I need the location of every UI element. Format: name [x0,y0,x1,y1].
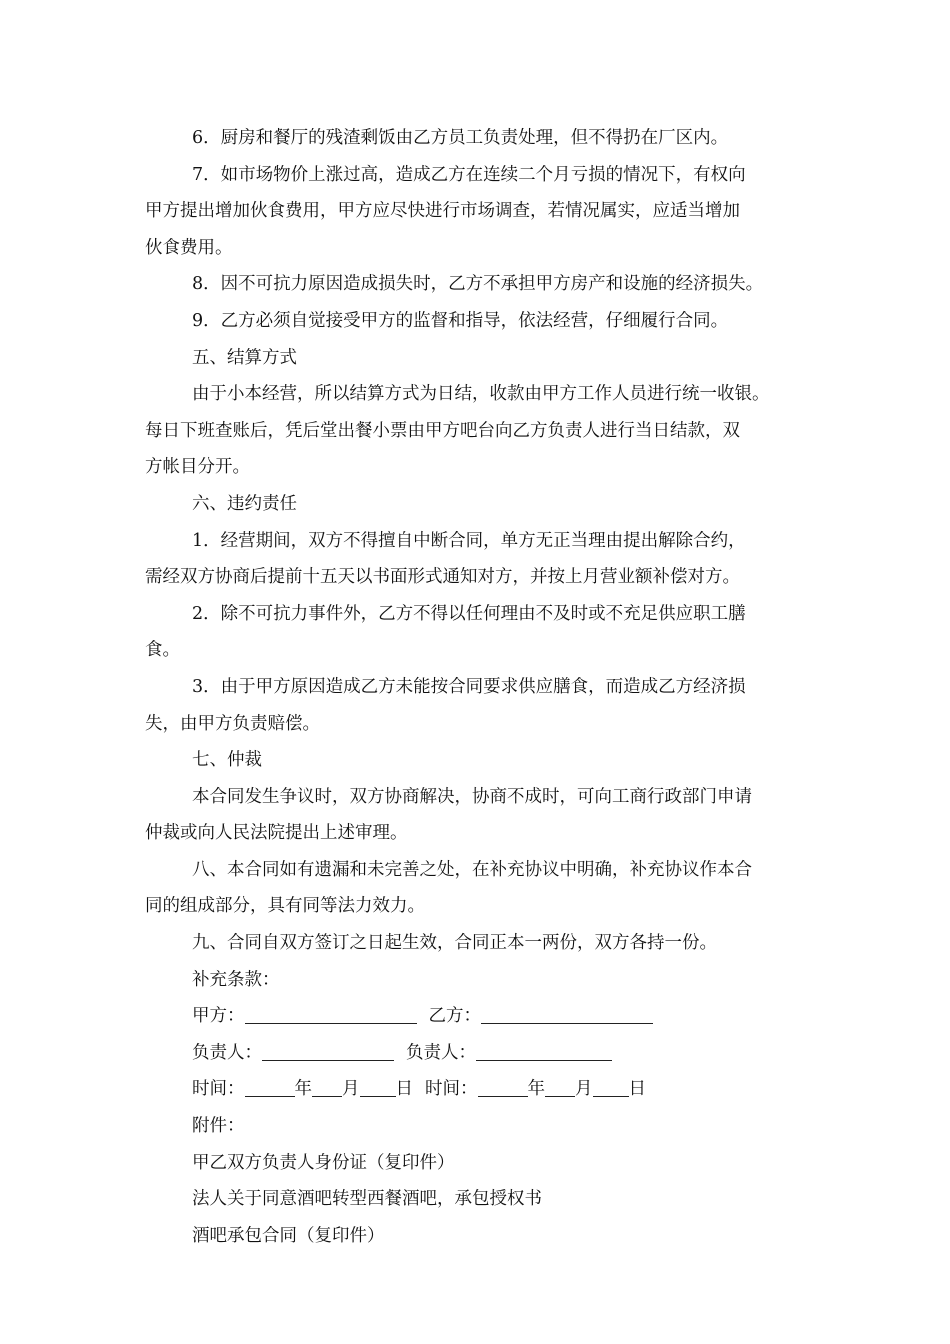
section-heading-liability [145,486,810,523]
party-a-label: 甲方： [192,1006,245,1027]
paragraph-line: 伙食费用。 [145,237,233,258]
day-b-blank [593,1079,629,1098]
paragraph-line: 1．经营期间，双方不得擅自中断合同，单方无正当理由提出解除合约， [192,530,746,551]
paragraph-line: 需经双方协商后提前十五天以书面形式通知对方，并按上月营业额补偿对方。 [145,567,740,588]
paragraph-line: 7．如市场物价上涨过高，造成乙方在连续二个月亏损的情况下，有权向 [192,164,746,185]
paragraph-line: 方帐目分开。 [145,457,250,478]
party-b-blank [481,1006,653,1025]
month-b-blank [545,1079,575,1098]
party-b-label: 乙方： [428,1006,481,1027]
supplementary-terms [145,962,810,999]
clause-6 [145,120,810,157]
paragraph-line: 8．因不可抗力原因造成损失时，乙方不承担甲方房产和设施的经济损失。 [192,274,764,295]
time-a-label: 时间： [192,1079,245,1100]
paragraph-line: 2．除不可抗力事件外，乙方不得以任何理由不及时或不充足供应职工膳 [192,603,746,624]
paragraph-line: 失，由甲方负责赔偿。 [145,713,320,734]
section-heading: 七、仲裁 [192,750,262,771]
section-heading-settlement [145,340,810,377]
paragraph-line: 本合同发生争议时，双方协商解决，协商不成时，可向工商行政部门申请 [192,786,752,807]
paragraph-line: 9．乙方必须自觉接受甲方的监督和指导，依法经营，仔细履行合同。 [192,310,729,331]
paragraph-line: 同的组成部分，具有同等法力效力。 [145,896,425,917]
year-b-unit: 年 [527,1079,545,1100]
paragraph-line: 每日下班查账后，凭后堂出餐小票由甲方吧台向乙方负责人进行当日结款，双 [145,420,740,441]
contract-body [145,120,810,1254]
clause-7 [145,157,810,267]
responsible-b-blank [476,1042,612,1061]
section-nine [145,925,810,962]
responsible-a-label: 负责人： [192,1042,262,1063]
paragraph-line: 6．厨房和餐厅的残渣剩饭由乙方员工负责处理，但不得扔在厂区内。 [192,128,729,148]
attachments [145,1108,810,1254]
day-a-unit: 日 [395,1079,413,1100]
responsible-a-blank [262,1042,394,1061]
section-heading: 五、结算方式 [192,347,297,368]
paragraph-line: 九、合同自双方签订之日起生效，合同正本一两份，双方各持一份。 [192,933,717,954]
signature-responsible-row [145,1035,810,1072]
responsible-b-label: 负责人： [406,1042,476,1063]
section-heading-arbitration [145,742,810,779]
liability-clause-2 [145,596,810,669]
month-b-unit: 月 [575,1079,593,1100]
year-b-blank [478,1079,528,1098]
attachment-item: 法人关于同意酒吧转型西餐酒吧，承包授权书 [192,1189,542,1210]
year-a-blank [245,1079,295,1098]
month-a-blank [312,1079,342,1098]
year-a-unit: 年 [294,1079,312,1100]
paragraph-line: 八、本合同如有遗漏和未完善之处，在补充协议中明确，补充协议作本合 [192,859,752,880]
signature-time-row [145,1071,810,1108]
attachment-item: 酒吧承包合同（复印件） [192,1225,385,1246]
section-heading: 六、违约责任 [192,493,297,514]
settlement-paragraph [145,376,810,486]
party-a-blank [245,1006,417,1025]
paragraph-line: 食。 [145,640,180,661]
attachment-item: 甲乙双方负责人身份证（复印件） [192,1152,455,1173]
supplementary-heading: 补充条款： [192,969,280,990]
signature-parties-row [145,998,810,1035]
time-b-label: 时间： [425,1079,478,1100]
section-eight [145,852,810,925]
paragraph-line: 3．由于甲方原因造成乙方未能按合同要求供应膳食，而造成乙方经济损 [192,676,746,697]
paragraph-line: 仲裁或向人民法院提出上述审理。 [145,823,408,844]
arbitration-paragraph [145,779,810,852]
month-a-unit: 月 [342,1079,360,1100]
day-a-blank [360,1079,396,1098]
attachments-title: 附件： [192,1116,245,1137]
liability-clause-3 [145,669,810,742]
paragraph-line: 甲方提出增加伙食费用，甲方应尽快进行市场调查，若情况属实，应适当增加 [145,201,740,222]
clause-8 [145,266,810,303]
paragraph-line: 由于小本经营，所以结算方式为日结，收款由甲方工作人员进行统一收银。 [192,384,770,405]
day-b-unit: 日 [628,1079,646,1100]
liability-clause-1 [145,523,810,596]
clause-9 [145,303,810,340]
